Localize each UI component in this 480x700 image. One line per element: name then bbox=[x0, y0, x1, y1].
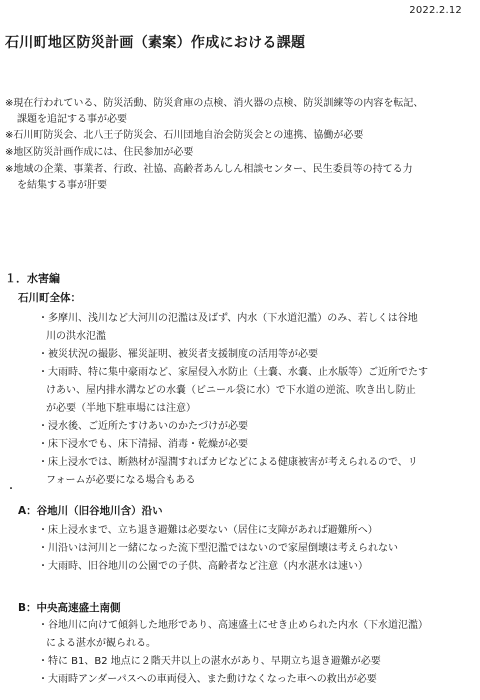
note-line: ※現在行われている、防災活動、防災倉庫の点検、消火器の点検、防災訓練等の内容を転記、 bbox=[5, 98, 424, 109]
note-line: ※地域の企業、事業者、行政、社協、高齢者あんしん相談センター、民生委員等の持てる力 bbox=[5, 164, 413, 175]
list-item bbox=[38, 671, 458, 689]
list-item-line: ・被災状況の撮影、罹災証明、被災者支援制度の活用等が必要 bbox=[38, 349, 318, 360]
list-item-line: ・浸水後、ご近所たすけあいのかたづけが必要 bbox=[38, 421, 248, 432]
list-item-line: ・大雨時、特に集中豪雨など、家屋侵入水防止（土嚢、水嚢、止水版等）ご近所でたす bbox=[38, 367, 428, 378]
list-item-line: フォームが必要になる場合もある bbox=[46, 475, 196, 486]
list-item bbox=[38, 558, 458, 576]
list-item-line: ・床上浸水まで、立ち退き避難は必要ない（居住に支障があれば避難所へ） bbox=[38, 525, 378, 536]
list-item-line: ・多摩川、浅川など大河川の氾濫は及ばず、内水（下水道氾濫）のみ、若しくは谷地 bbox=[38, 313, 418, 324]
subheading-whole-town: 石川町全体： bbox=[18, 292, 81, 304]
list-item-line: ・川沿いは河川と一緒になった流下型氾濫ではないので家屋倒壊は考えられない bbox=[38, 543, 398, 554]
list-item bbox=[38, 436, 458, 454]
list-item-line: による湛水が観られる。 bbox=[46, 638, 156, 649]
section-heading-flood: １．水害編 bbox=[5, 272, 60, 285]
list-item-line: ・大雨時、旧谷地川の公園での子供、高齢者など注意（内水湛水は速い） bbox=[38, 561, 368, 572]
note-item bbox=[5, 145, 475, 161]
list-item-line: が必要（半地下駐車場には注意） bbox=[46, 403, 196, 414]
list-item bbox=[38, 653, 458, 671]
list-item-line: ・床上浸水では、断熱材が湿潤すればカビなどによる健康被害が考えられるので、リ bbox=[38, 457, 418, 468]
list-item bbox=[38, 346, 458, 364]
list-item-line: ・谷地川に向けて傾斜した地形であり、高速盛土にせき止められた内水（下水道氾濫） bbox=[38, 620, 428, 631]
subheading-area-b: B：中央高速盛土南側 bbox=[18, 602, 121, 614]
list-item-line: 川の洪水氾濫 bbox=[46, 331, 106, 342]
note-item bbox=[5, 162, 475, 194]
list-item-line: ・床下浸水でも、床下清掃、消毒・乾燥が必要 bbox=[38, 439, 248, 450]
note-line: を結集する事が肝要 bbox=[17, 180, 107, 191]
subheading-area-a: A：谷地川（旧谷地川含）沿い bbox=[18, 505, 163, 517]
document-title: 石川町地区防災計画（素案）作成における課題 bbox=[5, 35, 306, 51]
note-item bbox=[5, 128, 475, 144]
list-item bbox=[38, 418, 458, 436]
list-item bbox=[38, 522, 458, 540]
list-item bbox=[38, 310, 458, 346]
list-item bbox=[38, 454, 458, 490]
note-item bbox=[5, 96, 475, 128]
note-line: ※地区防災計画作成には、住民参加が必要 bbox=[5, 147, 194, 158]
list-item-line: けあい、屋内排水溝などの水嚢（ビニール袋に水）で下水道の逆流、吹き出し防止 bbox=[46, 385, 416, 396]
list-item bbox=[38, 364, 458, 418]
note-line: ※石川町防災会、北八王子防災会、石川団地自治会防災会との連携、協働が必要 bbox=[5, 130, 364, 141]
list-item-line: ・大雨時アンダーパスへの車両侵入、また動けなくなった車への救出が必要 bbox=[38, 674, 377, 685]
list-item bbox=[38, 540, 458, 558]
list-item-line: ・特に B1、B2 地点に２階天井以上の湛水があり、早期立ち退き避難が必要 bbox=[38, 656, 381, 667]
note-line: 課題を追記する事が必要 bbox=[17, 114, 127, 125]
list-item bbox=[38, 617, 458, 653]
document-date: 2022.2.12 bbox=[409, 5, 462, 16]
stray-bullet: ・ bbox=[6, 484, 16, 495]
